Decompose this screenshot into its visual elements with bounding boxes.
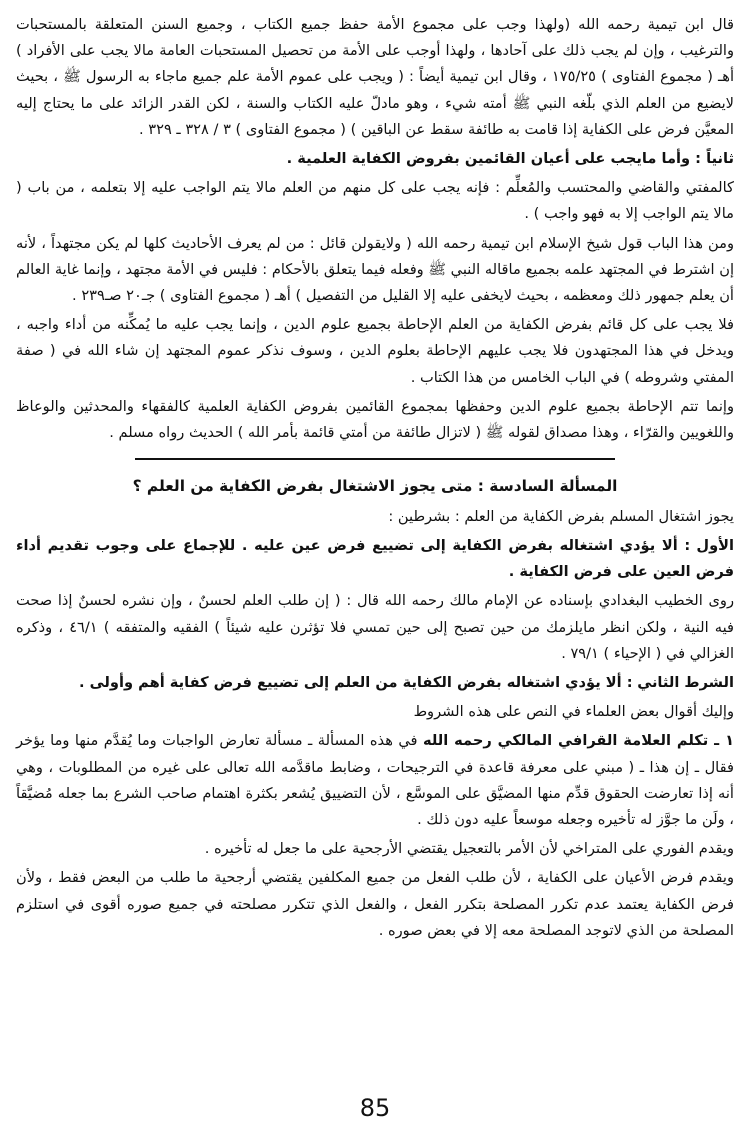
paragraph-shaykh-al-islam: ومن هذا الباب قول شيخ الإسلام ابن تيمية رحمه الله ( ولايقولن قائل : من لم يعرف الأحاديث كلها لم يكن مجتهداً ، لأنه إن اشترط في المجتهد علمه بجميع ماقاله النبي ﷺ وفعله فيما يتعلق بالأحكام : فليس في الأمة مجتهد ، وإنما غاية العالم أن يعلم جمهور ذلك ومعظمه ، بحيث لايخفى عليه إلا القليل من التفصيل ) أهـ ( مجموع الفتاوى ) جـ٢٠ صـ٢٣٩ . <box>16 234 734 305</box>
section-divider <box>135 458 615 460</box>
first-condition-text: : ألا يؤدي اشتغاله بفرض الكفاية إلى تضييع فرض عين عليه . للإجماع على وجوب تقديم أداء فرض العين على فرض الكفاية . <box>16 536 734 581</box>
heading-second-point <box>16 146 734 172</box>
second-condition-text: : ألا يؤدي اشتغاله بفرض الكفاية من العلم إلى تضييع فرض كفاية أهم وأولى . <box>79 673 633 691</box>
heading-second-label: ثانياً <box>706 150 734 168</box>
qarafi-label: ١ ـ تكلم العلامة القرافي المالكي رحمه الله <box>422 732 734 750</box>
section-title: المسألة السادسة : متى يجوز الاشتغال بفرض الكفاية من العلم ؟ <box>132 476 618 495</box>
second-condition-label: الشرط الثاني <box>637 673 734 691</box>
first-condition-label: الأول <box>696 536 735 554</box>
paragraph-qarafi <box>16 728 734 833</box>
paragraph-collective-scholars: وإنما تتم الإحاطة بجميع علوم الدين وحفظها بمجموع القائمين بفروض الكفاية العلمية كالفقهاء والمحدثين والوعاظ واللغويين والقرّاء ، وهذا مصداق لقوله ﷺ ( لاتزال طائفة من أمتي قائمة بأمر الله ) الحديث رواه مسلم . <box>16 397 734 442</box>
paragraph-not-obligated-all: فلا يجب على كل قائم بفرض الكفاية من العلم الإحاطة بجميع علوم الدين ، وإنما يجب عليه ما يُمكِّنه من أداء واجبه ، ويدخل في هذا المجتهدون فلا يجب عليهم الإحاطة بعلوم الدين ، وسوف نذكر عموم المجتهد إن شاء الله في ( صفة المفتي وشروطه ) في الباب الخامس من هذا الكتاب . <box>16 316 734 386</box>
qarafi-text: في هذه المسألة ـ مسألة تعارض الواجبات وما يُقدَّم منها وما يؤخر فقال ـ إن هذا ـ ( مبني على معرفة قاعدة في الترجيحات ، وضابط ماقدَّمه الله تعالى على غيره من المطلوبات ، وهي أنه إذا تعارضت الحقوق قدِّم منها المضيَّق على الموسَّع ، لأن التضييق يُشعر بكثرة اهتمام صاحب الشرع بما جعله مُضيَّقاً ، ولَن ما جوَّز له تأخيره وجعله موسعاً عليه دون ذلك . <box>16 732 734 828</box>
paragraph-individual-over-collective: ويقدم فرض الأعيان على الكفاية ، لأن طلب الفعل من جميع المكلفين يقتضي أرجحية ما طلب من البعض فقط ، ولأن فرض الكفاية يعتمد عدم تكرر المصلحة بتكرر الفعل ، والفعل الذي تتكرر مصلحته في جميع صوره أقوى في استلزم المصلحة من الذي لاتوجد المصلحة معه إلا في بعض صوره . <box>16 869 734 939</box>
paragraph-khatib-baghdadi: روى الخطيب البغدادي بإسناده عن الإمام مالك رحمه الله قال : ( إن طلب العلم لحسنٌ ، وإن نشره لحسنٌ إذا صحت فيه النية ، ولكن انظر مايلزمك من حين تصبح إلى حين تمسي فلا تؤثرن عليه شيئاً ) الفقيه والمتفقه ) ٤٦/١ ، وذكره الغزالي في ( الإحياء ) ٧٩/١ . <box>16 592 735 662</box>
paragraph-scholars-statements: وإليك أقوال بعض العلماء في النص على هذه الشروط <box>413 703 734 721</box>
paragraph-ibn-taymiyyah-quote: قال ابن تيمية رحمه الله (ولهذا وجب على مجموع الأمة حفظ جميع الكتاب ، وجميع السنن المتعلقة بالمستحبات والترغيب ، وإن لم يجب ذلك على آحادها ، ولهذا أوجب على الأمة من تحصيل المستحبات العامة مالا يجب على الأفراد ) أهـ ( مجموع الفتاوى ) ١٧٥/٢٥ ، وقال ابن تيمية أيضاً : ( ويجب على عموم الأمة علم جميع ماجاء به الرسول ﷺ ، بحيث لايضيع من العلم الذي بلّغه النبي ﷺ أمته شيء ، وهو مادلّ عليه الكتاب والسنة ، لكن القدر الزائد على ما يحتاج إليه المعيَّن فرض على الكفاية إذا قامت به طائفة سقط عن الباقين ) ( مجموع الفتاوى ) ٣ / ٣٢٨ ـ ٣٢٩ . <box>16 16 735 138</box>
text-block <box>16 12 734 947</box>
paragraph-immediate-over-delayed: ويقدم الفوري على المتراخي لأن الأمر بالتعجيل يقتضي الأرجحية على ما جعل له تأخيره . <box>204 840 734 858</box>
paragraph-second-condition <box>16 670 734 696</box>
page-number: 85 <box>359 1094 391 1122</box>
paragraph-first-condition <box>16 533 734 585</box>
paragraph-mufti-judge: كالمفتي والقاضي والمحتسب والمُعلِّم : فإنه يجب على كل منهم من العلم مالا يتم الواجب عليه إلا بتعلمه ، من باب ( مالا يتم الواجب إلا به فهو واجب ) . <box>16 179 734 223</box>
heading-second-text: : وأما مايجب على أعيان القائمين بفروض الكفاية العلمية . <box>286 150 702 168</box>
paragraph-intro-conditions: يجوز اشتغال المسلم بفرض الكفاية من العلم : بشرطين : <box>388 507 734 525</box>
